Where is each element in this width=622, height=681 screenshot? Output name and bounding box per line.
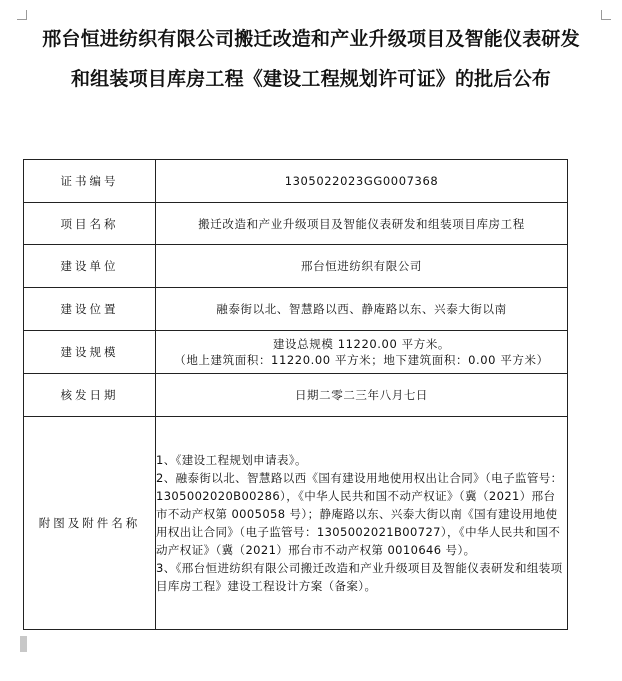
construction-unit-value: 邢台恒进纺织有限公司 (156, 245, 568, 288)
page-corner-mark-left (17, 10, 27, 20)
construction-scale-total: 建设总规模 11220.00 平方米。 (272, 337, 451, 351)
row-label-construction-location: 建设位置 (24, 288, 156, 331)
row-label-attachments: 附图及附件名称 (24, 417, 156, 630)
construction-scale-value (156, 331, 568, 374)
row-label-construction-unit: 建设单位 (24, 245, 156, 288)
project-name-value: 搬迁改造和产业升级项目及智能仪表研发和组装项目库房工程 (156, 203, 568, 245)
row-label-issue-date: 核发日期 (24, 374, 156, 417)
document-title-line-2: 和组装项目库房工程《建设工程规划许可证》的批后公布 (70, 68, 551, 90)
issue-date-value: 日期二零二三年八月七日 (156, 374, 568, 417)
table-row (24, 417, 568, 630)
page-corner-mark-right (601, 10, 611, 20)
text-cursor-marker (20, 636, 27, 652)
table-row (24, 245, 568, 288)
row-label-construction-scale: 建设规模 (24, 331, 156, 374)
table-row (24, 374, 568, 417)
attachments-list (156, 417, 568, 630)
table-row (24, 203, 568, 245)
attachment-item: 1、《建设工程规划申请表》。 (156, 453, 307, 467)
row-label-project-name: 项目名称 (24, 203, 156, 245)
table-row (24, 160, 568, 203)
attachment-item: 2、融泰街以北、智慧路以西《国有建设用地使用权出让合同》（电子监管号：1305002020B00286），《中华人民共和国不动产权证》（冀（2021）邢台市不动产权第 0005058 号）；静庵路以东、兴泰大街以南《国有建设用地使用权出让合同》（电子监管号：1305002021B00727），《中华人民共和国不动产权证》（冀（2021）邢台市不动产权第 0010646 号）。 (156, 471, 563, 557)
construction-scale-breakdown: （地上建筑面积：11220.00 平方米；地下建筑面积：0.00 平方米） (174, 353, 549, 367)
permit-info-table (23, 159, 568, 630)
construction-location-value: 融泰街以北、智慧路以西、静庵路以东、兴泰大街以南 (156, 288, 568, 331)
row-label-certificate-number: 证书编号 (24, 160, 156, 203)
table-row (24, 288, 568, 331)
certificate-number-value: 1305022023GG0007368 (156, 160, 568, 203)
document-title-line-1: 邢台恒进纺织有限公司搬迁改造和产业升级项目及智能仪表研发 (42, 28, 580, 50)
table-row (24, 331, 568, 374)
attachment-item: 3、《邢台恒进纺织有限公司搬迁改造和产业升级项目及智能仪表研发和组装项目库房工程》建设工程设计方案（备案）。 (156, 561, 563, 593)
